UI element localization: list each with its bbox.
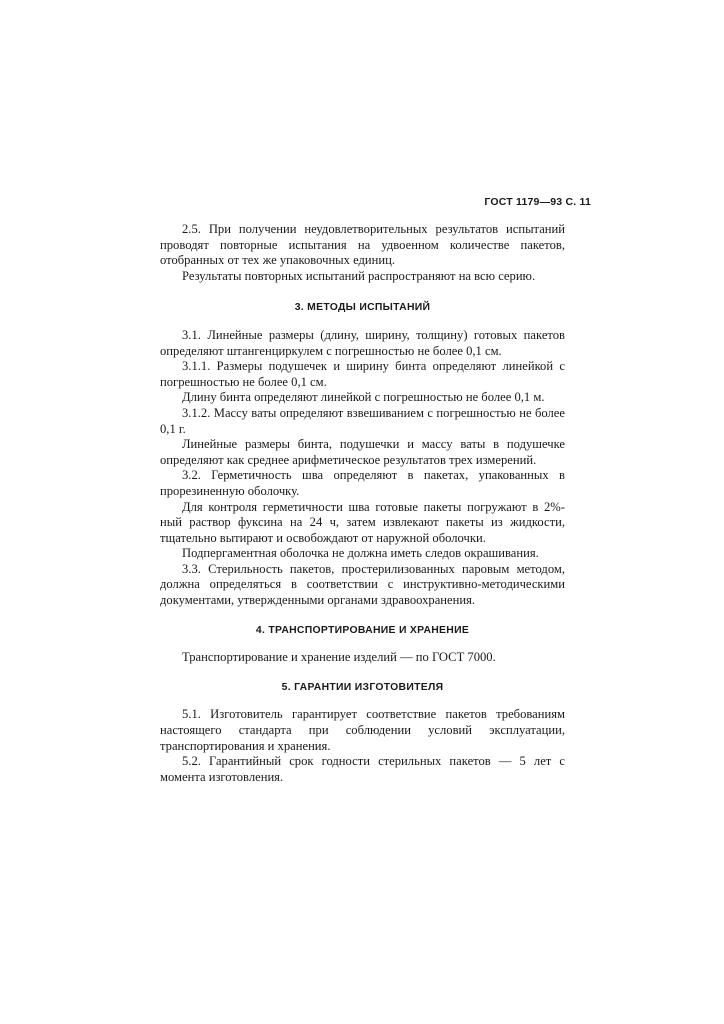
paragraph-bandage-length: Длину бинта определяют линейкой с погрешностью не более 0,1 м.: [182, 390, 545, 405]
paragraph-5-2: 5.2. Гарантийный срок годности стерильных пакетов — 5 лет с момента изготовления.: [160, 754, 565, 784]
paragraph-3-1-1: 3.1.1. Размеры подушечек и ширину бинта определяют линейкой с погрешностью не более 0,1 см.: [160, 359, 565, 389]
paragraph-5-1: 5.1. Изготовитель гарантирует соответствие пакетов требованиям настоящего стандарта при соблюдении условий эксплуатации, транспортирования и хранения.: [160, 707, 565, 753]
paragraph-3-1-2: 3.1.2. Массу ваты определяют взвешиванием с погрешностью не более 0,1 г.: [160, 405, 565, 436]
paragraph-3-1: 3.1. Линейные размеры (длину, ширину, толщину) готовых пакетов определяют штангенциркулем с погрешностью не более 0,1 см.: [160, 327, 565, 358]
paragraph-2-5: 2.5. При получении неудовлетворительных результатов испытаний проводят повторные испытания на удвоенном количестве пакетов, отобранных от тех же упаковочных единиц.: [160, 222, 565, 268]
paragraph-transport: Транспортирование и хранение изделий — по ГОСТ 7000.: [182, 650, 496, 665]
paragraph-3-2: 3.2. Герметичность шва определяют в пакетах, упакованных в прорезиненную оболочку.: [160, 468, 565, 498]
section-heading-transport-storage: 4. ТРАНСПОРТИРОВАНИЕ И ХРАНЕНИЕ: [255, 624, 470, 636]
paragraph-3-3: 3.3. Стерильность пакетов, простерилизованных паровым методом, должна определяться в соответствии с инструктивно-методическими документами, утвержденными органами здравоохранения.: [160, 561, 565, 608]
paragraph-parchment: Подпергаментная оболочка не должна иметь следов окрашивания.: [182, 546, 539, 561]
paragraph-repeat-results: Результаты повторных испытаний распространяют на всю серию.: [182, 268, 536, 283]
section-heading-manufacturer-warranty: 5. ГАРАНТИИ ИЗГОТОВИТЕЛЯ: [281, 681, 444, 693]
paragraph-linear-sizes: Линейные размеры бинта, подушечки и массу ваты в подушечке определяют как среднее арифметическое результатов трех измерений.: [160, 437, 565, 467]
paragraph-seal-control: Для контроля герметичности шва готовые пакеты погружают в 2%-ный раствор фуксина на 24 ч, затем извлекают пакеты из жидкости, тщательно вытирают и освобождают от наружной оболочки.: [160, 499, 565, 545]
document-body: [160, 222, 565, 785]
page-header-doc-ref: ГОСТ 1179—93 С. 11: [484, 196, 591, 208]
section-heading-test-methods: 3. МЕТОДЫ ИСПЫТАНИЙ: [294, 302, 431, 314]
